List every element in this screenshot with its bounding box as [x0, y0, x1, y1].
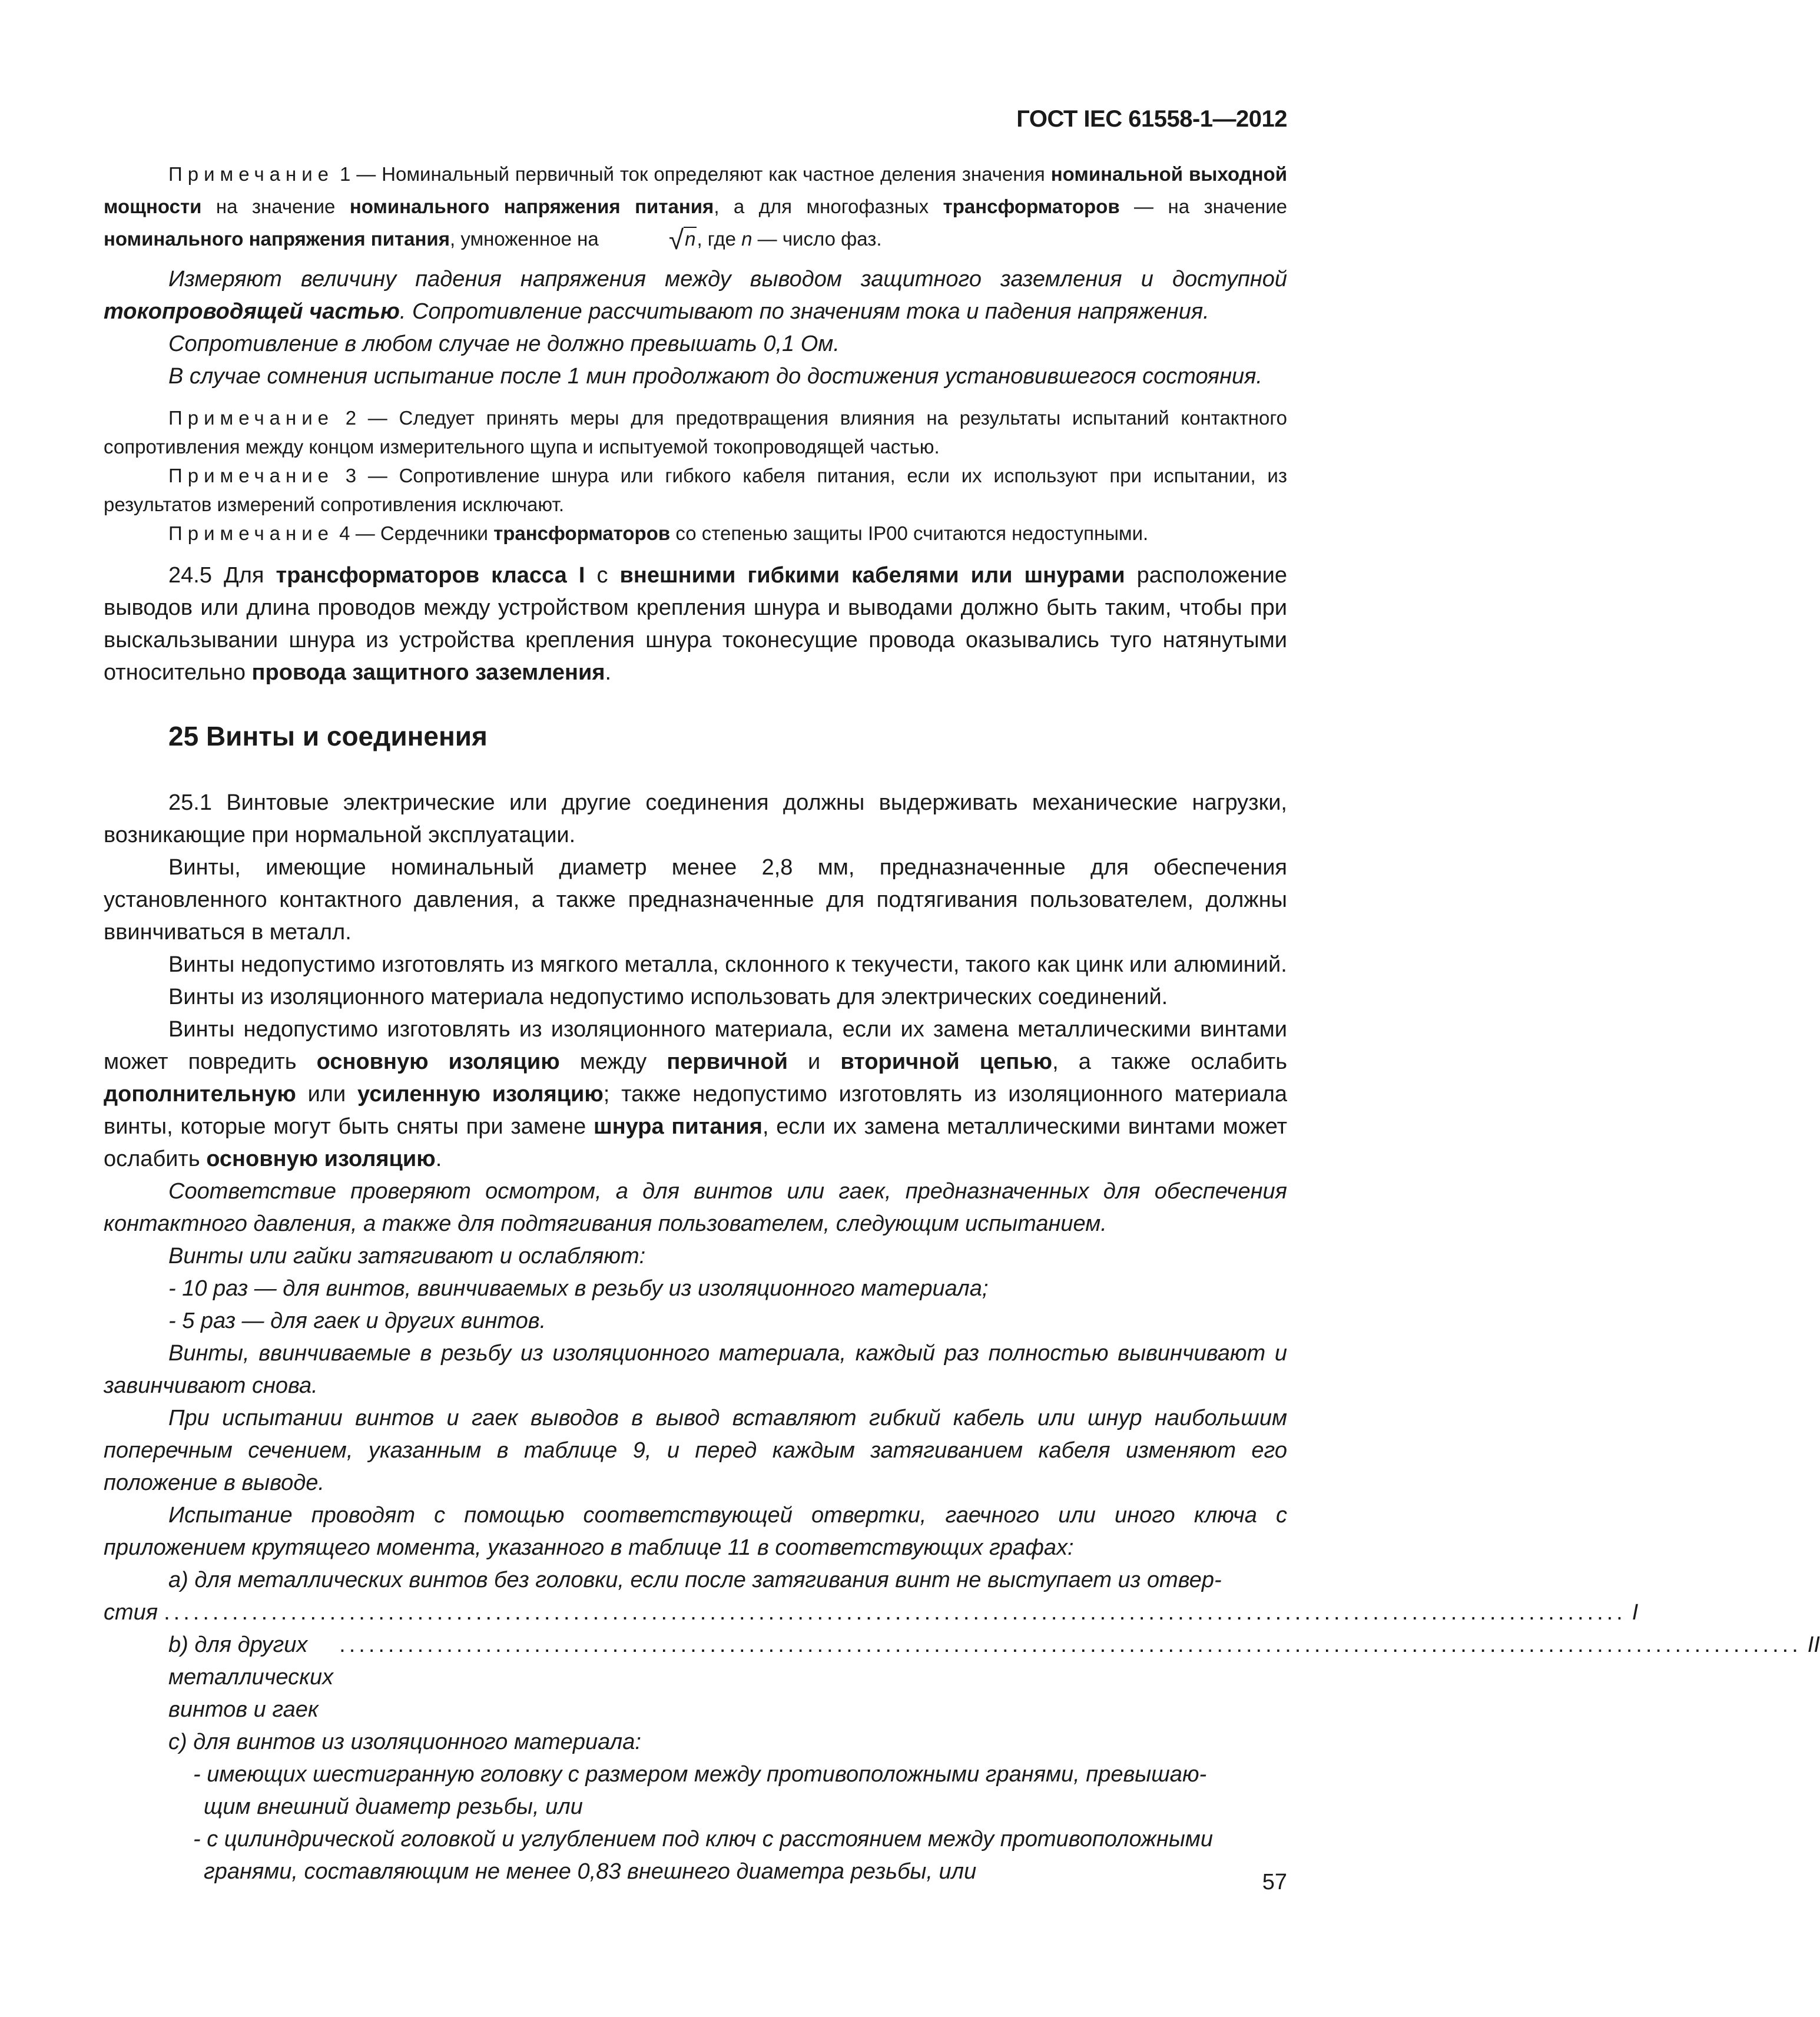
- section-heading: 25 Винты и соединения: [168, 721, 488, 751]
- note-3: Примечание 3 — Сопротивление шнура или гибкого кабеля питания, если их используют при испытании, из результатов измерений сопротивления исключают.: [104, 465, 1287, 515]
- clause-25-1-p1: 25.1 Винтовые электрические или другие соединения должны выдерживать механические нагрузки, возникающие при нормальной эксплуатации.: [104, 790, 1287, 847]
- note-1: Примечание 1 — Номинальный первичный ток определяют как частное деления значения номинальной выходной мощности на значение номинального напряжения питания, а для многофазных трансформаторов — на значение номинального напряжения питания, умноженное на √n, где n — число фаз.: [104, 163, 1288, 255]
- test-paragraph-1: Соответствие проверяют осмотром, а для винтов или гаек, предназначенных для обеспечения контактного давления, а также для подтягивания пользователем, следующим испытанием.: [104, 1179, 1287, 1236]
- page-content: [104, 158, 1820, 1888]
- note-label: Примечание: [168, 163, 334, 185]
- test-paragraph-6: При испытании винтов и гаек выводов в вывод вставляют гибкий кабель или шнур наибольшим поперечным сечением, указанным в таблице 9, и перед каждым затягиванием кабеля изменяют его положение в выводе.: [104, 1406, 1287, 1495]
- test-item-5-times: - 5 раз — для гаек и других винтов.: [168, 1309, 546, 1333]
- test-paragraph-5: Винты, ввинчиваемые в резьбу из изоляционного материала, каждый раз полностью вывинчивают и завинчивают снова.: [104, 1341, 1287, 1398]
- list-item-c-hex-head: - имеющих шестигранную головку с размером между противоположными гранями, превышаю- щим внешний диаметр резьбы, или: [193, 1762, 1207, 1819]
- list-item-a-line-2: стия ...................................................................................................................................................... I: [104, 1597, 1287, 1629]
- clause-25-1-p4: Винты из изоляционного материала недопустимо использовать для электрических соединений.: [168, 985, 1168, 1009]
- test-paragraph-7: Испытание проводят с помощью соответствующей отвертки, гаечного или иного ключа с приложением крутящего момента, указанного в таблице 11 в соответствующих графах:: [104, 1503, 1287, 1560]
- list-item-b: b) для других металлических винтов и гаек ...................................................................................................................................................... II: [104, 1629, 1287, 1726]
- list-item-c-cylinder-head: - с цилиндрической головкой и углублением под ключ с расстоянием между противоположными гранями, составляющим не менее 0,83 внешнего диаметра резьбы, или: [193, 1827, 1213, 1884]
- column-ref-I: I: [1632, 1600, 1639, 1625]
- clause-25-1-p5: Винты недопустимо изготовлять из изоляционного материала, если их замена металлическими винтами может повредить основную изоляцию между первичной и вторичной цепью, а также ослабить дополнительную или усиленную изоляцию; также недопустимо изготовлять из изоляционного материала винты, которые могут быть сняты при замене шнура питания, если их замена металлическими винтами может ослабить основную изоляцию.: [104, 1017, 1288, 1171]
- measure-paragraph-3: В случае сомнения испытание после 1 мин продолжают до достижения установившегося состояния.: [168, 364, 1262, 389]
- notes-group: [104, 403, 1287, 548]
- test-item-10-times: - 10 раз — для винтов, ввинчиваемых в резьбу из изоляционного материала;: [168, 1276, 989, 1301]
- clause-24-5: 24.5 Для трансформаторов класса I с внешними гибкими кабелями или шнурами расположение выводов или длина проводов между устройством крепления шнура и выводами должно быть таким, чтобы при выскальзывании шнура из устройства крепления шнура токонесущие провода оказывались туго натянутыми относительно провода защитного заземления.: [104, 563, 1287, 685]
- note-2: Примечание 2 — Следует принять меры для предотвращения влияния на результаты испытаний контактного сопротивления между концом измерительного щупа и испытуемой токопроводящей частью.: [104, 407, 1287, 458]
- measure-paragraph-1: Измеряют величину падения напряжения между выводом защитного заземления и доступной токопроводящей частью. Сопротивление рассчитывают по значениям тока и падения напряжения.: [104, 267, 1287, 324]
- column-ref-II: II: [1807, 1632, 1820, 1657]
- list-item-c: с) для винтов из изоляционного материала:: [168, 1730, 641, 1754]
- note-4: Примечание 4 — Сердечники трансформаторов со степенью защиты IP00 считаются недоступными.: [168, 522, 1149, 544]
- leader-dots: ......................................................................................................................................................: [164, 1600, 1626, 1625]
- list-item-a-line-1: а) для металлических винтов без головки, если после затягивания винт не выступает из отвер-: [168, 1568, 1222, 1592]
- measure-paragraph-2: Сопротивление в любом случае не должно превышать 0,1 Ом.: [168, 332, 840, 356]
- test-paragraph-2: Винты или гайки затягивают и ослабляют:: [168, 1244, 646, 1269]
- sqrt-n-formula: √n: [668, 224, 696, 255]
- page-number: 57: [1262, 1870, 1287, 1895]
- standard-header: ГОСТ IEC 61558-1—2012: [1016, 106, 1287, 132]
- leader-dots: ......................................................................................................................................................: [339, 1632, 1802, 1657]
- clause-25-1-p2: Винты, имеющие номинальный диаметр менее 2,8 мм, предназначенные для обеспечения установленного контактного давления, а также предназначенные для подтягивания пользователем, должны ввинчиваться в металл.: [104, 855, 1287, 945]
- list-item-a: [104, 1564, 1639, 1629]
- clause-25-1-p3: Винты недопустимо изготовлять из мягкого металла, склонного к текучести, такого как цинк или алюминий.: [168, 952, 1287, 977]
